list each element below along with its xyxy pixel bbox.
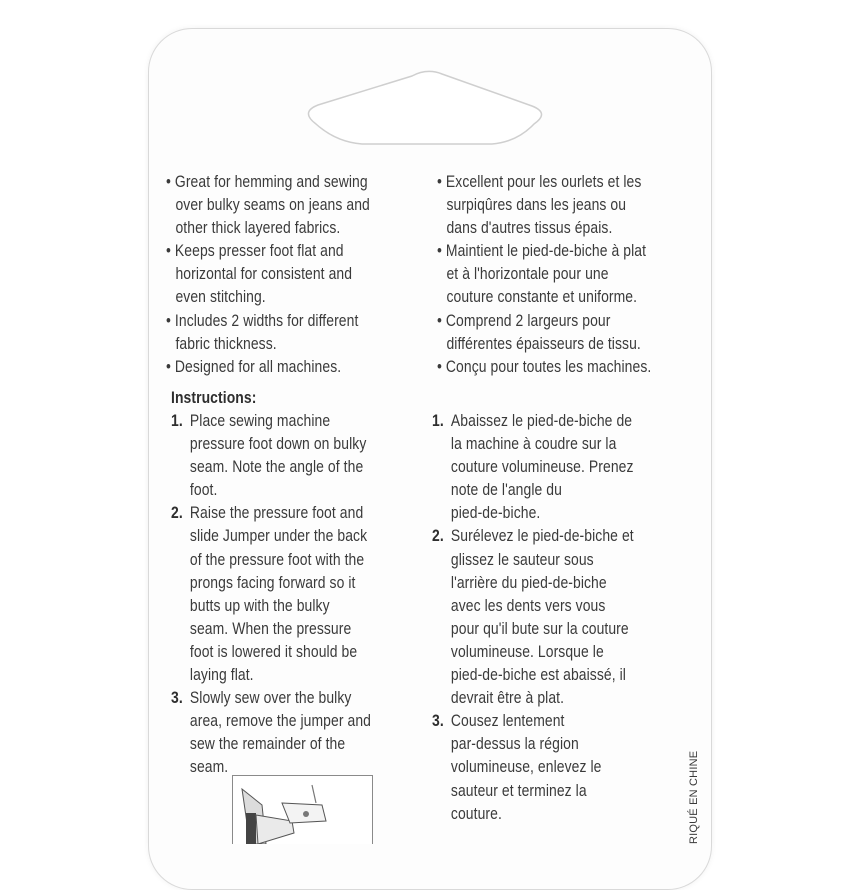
- step-line: par-dessus la région: [450, 735, 579, 754]
- instruction-fr-step: [432, 525, 634, 710]
- step-line: Place sewing machine: [189, 412, 331, 430]
- step-line: foot.: [189, 481, 218, 500]
- origin-label: RIQUÉ EN CHINE: [688, 750, 700, 844]
- feature-fr-line: et à l'horizontale pour une: [446, 265, 609, 284]
- features-fr: [437, 171, 651, 379]
- instruction-fr-step: [432, 410, 634, 525]
- feature-en-line: other thick layered fabrics.: [175, 219, 341, 238]
- step-line: area, remove the jumper and: [189, 712, 372, 731]
- step-line: volumineuse, enlevez le: [450, 758, 602, 777]
- step-number: 3.: [432, 712, 444, 731]
- step-line: Abaissez le pied-de-biche de: [450, 412, 633, 430]
- step-line: Cousez lentement: [450, 712, 565, 731]
- step-line: seam. Note the angle of the: [189, 458, 364, 477]
- feature-fr-item: • Maintient le pied-de-biche à plat: [437, 242, 647, 261]
- step-line: pied-de-biche est abaissé, il: [450, 666, 626, 685]
- step-line: seam. When the pressure: [189, 619, 352, 638]
- feature-fr-line: dans d'autres tissus épais.: [446, 219, 613, 238]
- step-line: prongs facing forward so it: [189, 573, 356, 592]
- feature-en-line: even stitching.: [175, 288, 266, 307]
- step-line: Raise the pressure foot and: [189, 504, 364, 523]
- instruction-en-step: [171, 502, 371, 687]
- step-line: seam.: [189, 758, 229, 777]
- step-number: 1.: [432, 412, 444, 430]
- step-line: of the pressure foot with the: [189, 550, 365, 569]
- step-line: couture volumineuse. Prenez: [450, 458, 634, 477]
- step-number: 1.: [171, 412, 183, 430]
- step-line: slide Jumper under the back: [189, 527, 368, 546]
- step-number: 2.: [171, 504, 183, 523]
- instruction-fr-step: [432, 710, 634, 825]
- feature-fr-item: • Excellent pour les ourlets et les: [437, 173, 642, 191]
- step-line: note de l'angle du: [450, 481, 562, 500]
- step-line: laying flat.: [189, 666, 254, 685]
- step-line: la machine à coudre sur la: [450, 435, 617, 454]
- instruction-en-step: [171, 410, 371, 502]
- step-line: foot is lowered it should be: [189, 642, 358, 661]
- step-line: pressure foot down on bulky: [189, 435, 367, 454]
- step-line: pied-de-biche.: [450, 504, 541, 523]
- feature-en-item: • Keeps presser foot flat and: [166, 242, 344, 261]
- step-line: avec les dents vers vous: [450, 596, 606, 615]
- step-line: Surélevez le pied-de-biche et: [450, 527, 634, 546]
- step-line: l'arrière du pied-de-biche: [450, 573, 607, 592]
- feature-en-item: • Includes 2 widths for different: [166, 311, 359, 330]
- step-line: sew the remainder of the: [189, 735, 346, 754]
- feature-fr-item: • Comprend 2 largeurs pour: [437, 311, 611, 330]
- step-line: devrait être à plat.: [450, 689, 565, 708]
- feature-fr-line: surpiqûres dans les jeans ou: [446, 196, 627, 215]
- step-line: sauteur et terminez la: [450, 781, 587, 800]
- step-number: 2.: [432, 527, 444, 546]
- steps-en: [171, 410, 371, 780]
- features-en: [166, 171, 370, 379]
- step-line: couture.: [450, 804, 502, 823]
- instructions-heading: Instructions:: [171, 389, 257, 407]
- hang-hole-icon: [302, 68, 552, 156]
- feature-fr-line: couture constante et uniforme.: [446, 288, 638, 307]
- feature-fr-item: • Conçu pour toutes les machines.: [437, 357, 652, 376]
- feature-en-line: horizontal for consistent and: [175, 265, 353, 284]
- step-line: Slowly sew over the bulky: [189, 689, 352, 708]
- step-line: glissez le sauteur sous: [450, 550, 594, 569]
- feature-en-line: over bulky seams on jeans and: [175, 196, 370, 215]
- feature-fr-line: différentes épaisseurs de tissu.: [446, 334, 641, 353]
- step-line: volumineuse. Lorsque le: [450, 642, 604, 661]
- step-number: 3.: [171, 689, 183, 708]
- feature-en-item: • Great for hemming and sewing: [166, 173, 368, 191]
- instruction-en-step: [171, 687, 371, 779]
- step-line: pour qu'il bute sur la couture: [450, 619, 629, 638]
- step-line: butts up with the bulky: [189, 596, 330, 615]
- presser-foot-illustration: [232, 775, 377, 844]
- feature-en-line: fabric thickness.: [175, 334, 277, 353]
- steps-fr: [432, 410, 634, 826]
- feature-en-item: • Designed for all machines.: [166, 357, 342, 376]
